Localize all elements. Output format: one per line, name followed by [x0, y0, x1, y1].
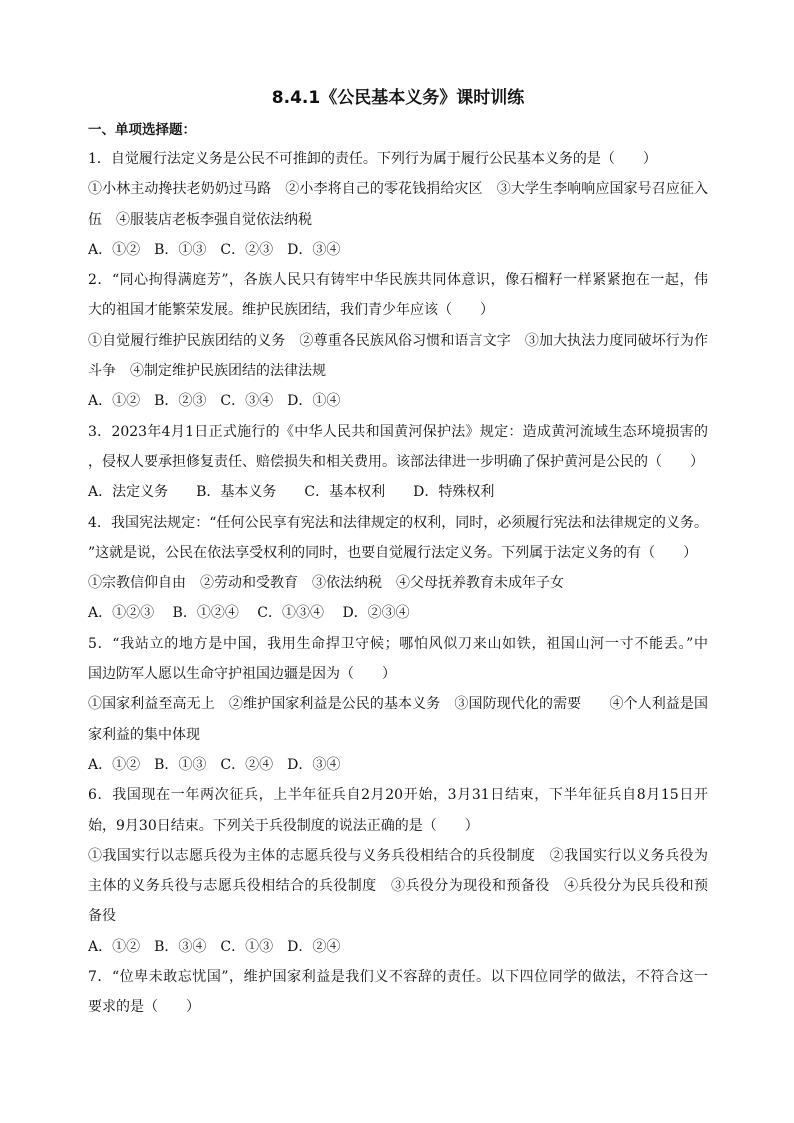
text-line: 1．自觉履行法定义务是公民不可推卸的责任。下列行为属于履行公民基本义务的是（ ）: [88, 151, 657, 167]
text-line: ①国家利益至高无上 ②维护国家利益是公民的基本义务 ③国防现代化的需要 ④个人利益是国: [88, 696, 708, 713]
text-line: 备役: [88, 908, 116, 925]
text-line: 2．“同心拘得满庭芳”，各族人民只有铸牢中华民族共同体意识，像石榴籽一样紧紧抱在一起，伟: [88, 272, 708, 289]
text-line: 斗争 ④制定维护民族团结的法律法规: [88, 363, 326, 380]
text-line: 大的祖国才能繁荣发展。维护民族团结，我们青少年应该（ ）: [88, 302, 494, 319]
text-line: 主体的义务兵役与志愿兵役相结合的兵役制度 ③兵役分为现役和预备役 ④兵役分为民兵役和预: [88, 878, 708, 895]
answer-options: A．①② B．③④ C．①③ D．②④: [88, 938, 341, 955]
text-line: 要求的是（ ）: [88, 999, 200, 1016]
document-page: [88, 80, 708, 1023]
text-line: ①宗教信仰自由 ②劳动和受教育 ③依法纳税 ④父母抚养教育未成年子女: [88, 575, 564, 592]
answer-options: A．①② B．②③ C．③④ D．①④: [88, 393, 341, 410]
text-line: ①小林主动搀扶老奶奶过马路 ②小李将自己的零花钱捐给灾区 ③大学生李响响应国家号召应征入: [88, 181, 708, 198]
text-line: 4．我国宪法规定：“任何公民享有宪法和法律规定的权利，同时，必须履行宪法和法律规定的义务。: [88, 514, 708, 531]
text-line: 7．“位卑未敢忘忧国”，维护国家利益是我们义不容辞的责任。以下四位同学的做法，不符合这一: [88, 969, 708, 986]
answer-options: A．法定义务 B．基本义务 C．基本权利 D．特殊权利: [88, 484, 495, 501]
question-body: [88, 144, 708, 1023]
text-line: ①我国实行以志愿兵役为主体的志愿兵役与义务兵役相结合的兵役制度 ②我国实行以义务兵役为: [88, 847, 708, 864]
text-line: ①自觉履行维护民族团结的义务 ②尊重各民族风俗习惯和语言文字 ③加大执法力度同破坏行为作: [88, 332, 708, 349]
text-line: 国边防军人愿以生命守护祖国边疆是因为（ ）: [88, 666, 396, 683]
text-line: 6．我国现在一年两次征兵，上半年征兵自2月20开始，3月31日结束，下半年征兵自8月15日开: [88, 787, 708, 804]
text-line: ，侵权人要承担修复责任、赔偿损失和相关费用。该部法律进一步明确了保护黄河是公民的（ ）: [88, 453, 704, 470]
text-line: 家利益的集中体现: [88, 726, 200, 743]
document-title: 8.4.1《公民基本义务》课时训练: [271, 88, 525, 108]
answer-options: A．①②③ B．①②④ C．①③④ D．②③④: [88, 605, 410, 622]
answer-options: A．①② B．①③ C．②③ D．③④: [88, 241, 341, 258]
text-line: 始，9月30日结束。下列关于兵役制度的说法正确的是（ ）: [88, 817, 479, 834]
answer-options: A．①② B．①③ C．②④ D．③④: [88, 756, 341, 773]
text-line: 5．“我站立的地方是中国，我用生命捍卫守候；哪怕风似刀来山如铁，祖国山河一寸不能丢。”中: [88, 635, 708, 652]
text-line: 伍 ④服装店老板李强自觉依法纳税: [88, 211, 312, 228]
section-heading: 一、单项选择题：: [88, 122, 196, 138]
text-line: 3．2023年4月1日正式施行的《中华人民共和国黄河保护法》规定：造成黄河流域生态环境损害的: [88, 423, 708, 440]
text-line: ”这就是说，公民在依法享受权利的同时，也要自觉履行法定义务。下列属于法定义务的有（ ）: [88, 544, 698, 561]
